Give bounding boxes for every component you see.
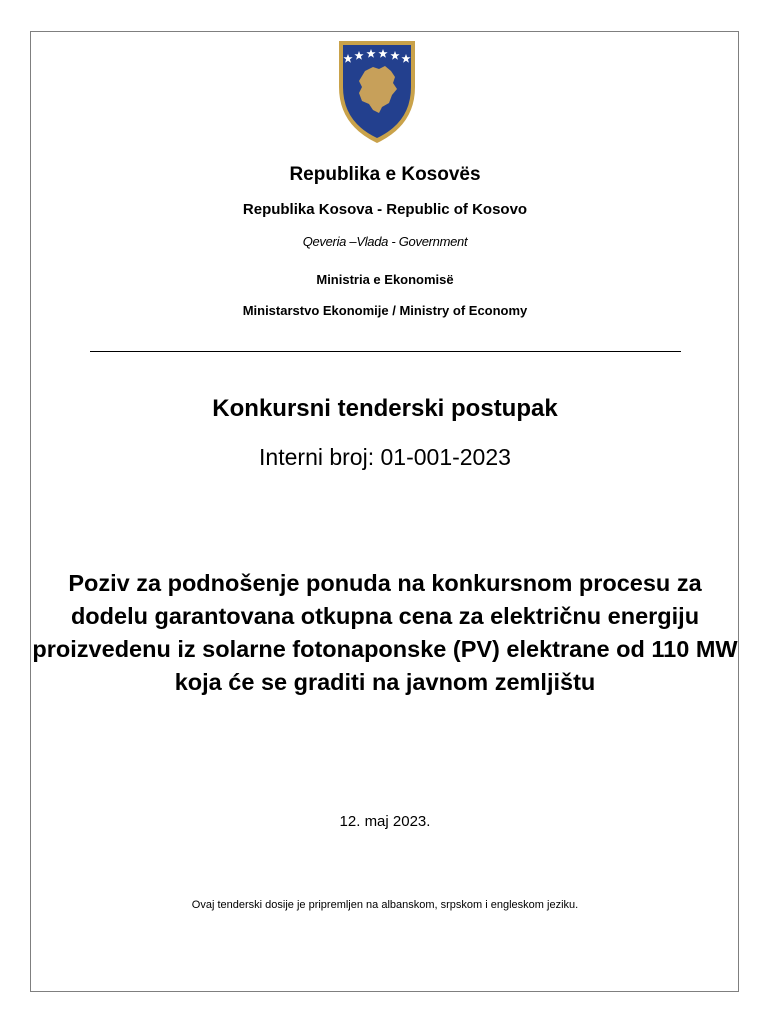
ministry-name-serbian-english: Ministarstvo Ekonomije / Ministry of Economy [242, 303, 528, 318]
ministry-name-albanian: Ministria e Ekonomisë [316, 272, 454, 287]
language-note: Ovaj tenderski dosije je pripremljen na albanskom, srpskom i engleskom jeziku. [191, 899, 579, 911]
invitation-heading: Poziv za podnošenje ponuda na konkursnom procesu za dodelu garantovana otkupna cena za električnu energiju proizvedenu iz solarne fotonaponske (PV) elektrane od 110 MW koja će se graditi na javnom zemljištu [32, 570, 738, 695]
country-name-albanian: Republika e Kosovës [289, 164, 481, 185]
country-name-serbian-english: Republika Kosova - Republic of Kosovo [242, 201, 528, 218]
document-date: 12. maj 2023. [339, 813, 431, 830]
government-label: Qeveria –Vlada - Government [302, 234, 468, 249]
internal-number: Interni broj: 01-001-2023 [259, 444, 511, 470]
header-divider [90, 351, 681, 352]
document-type-title: Konkursni tenderski postupak [212, 395, 558, 422]
kosovo-coat-of-arms-icon [335, 37, 419, 145]
